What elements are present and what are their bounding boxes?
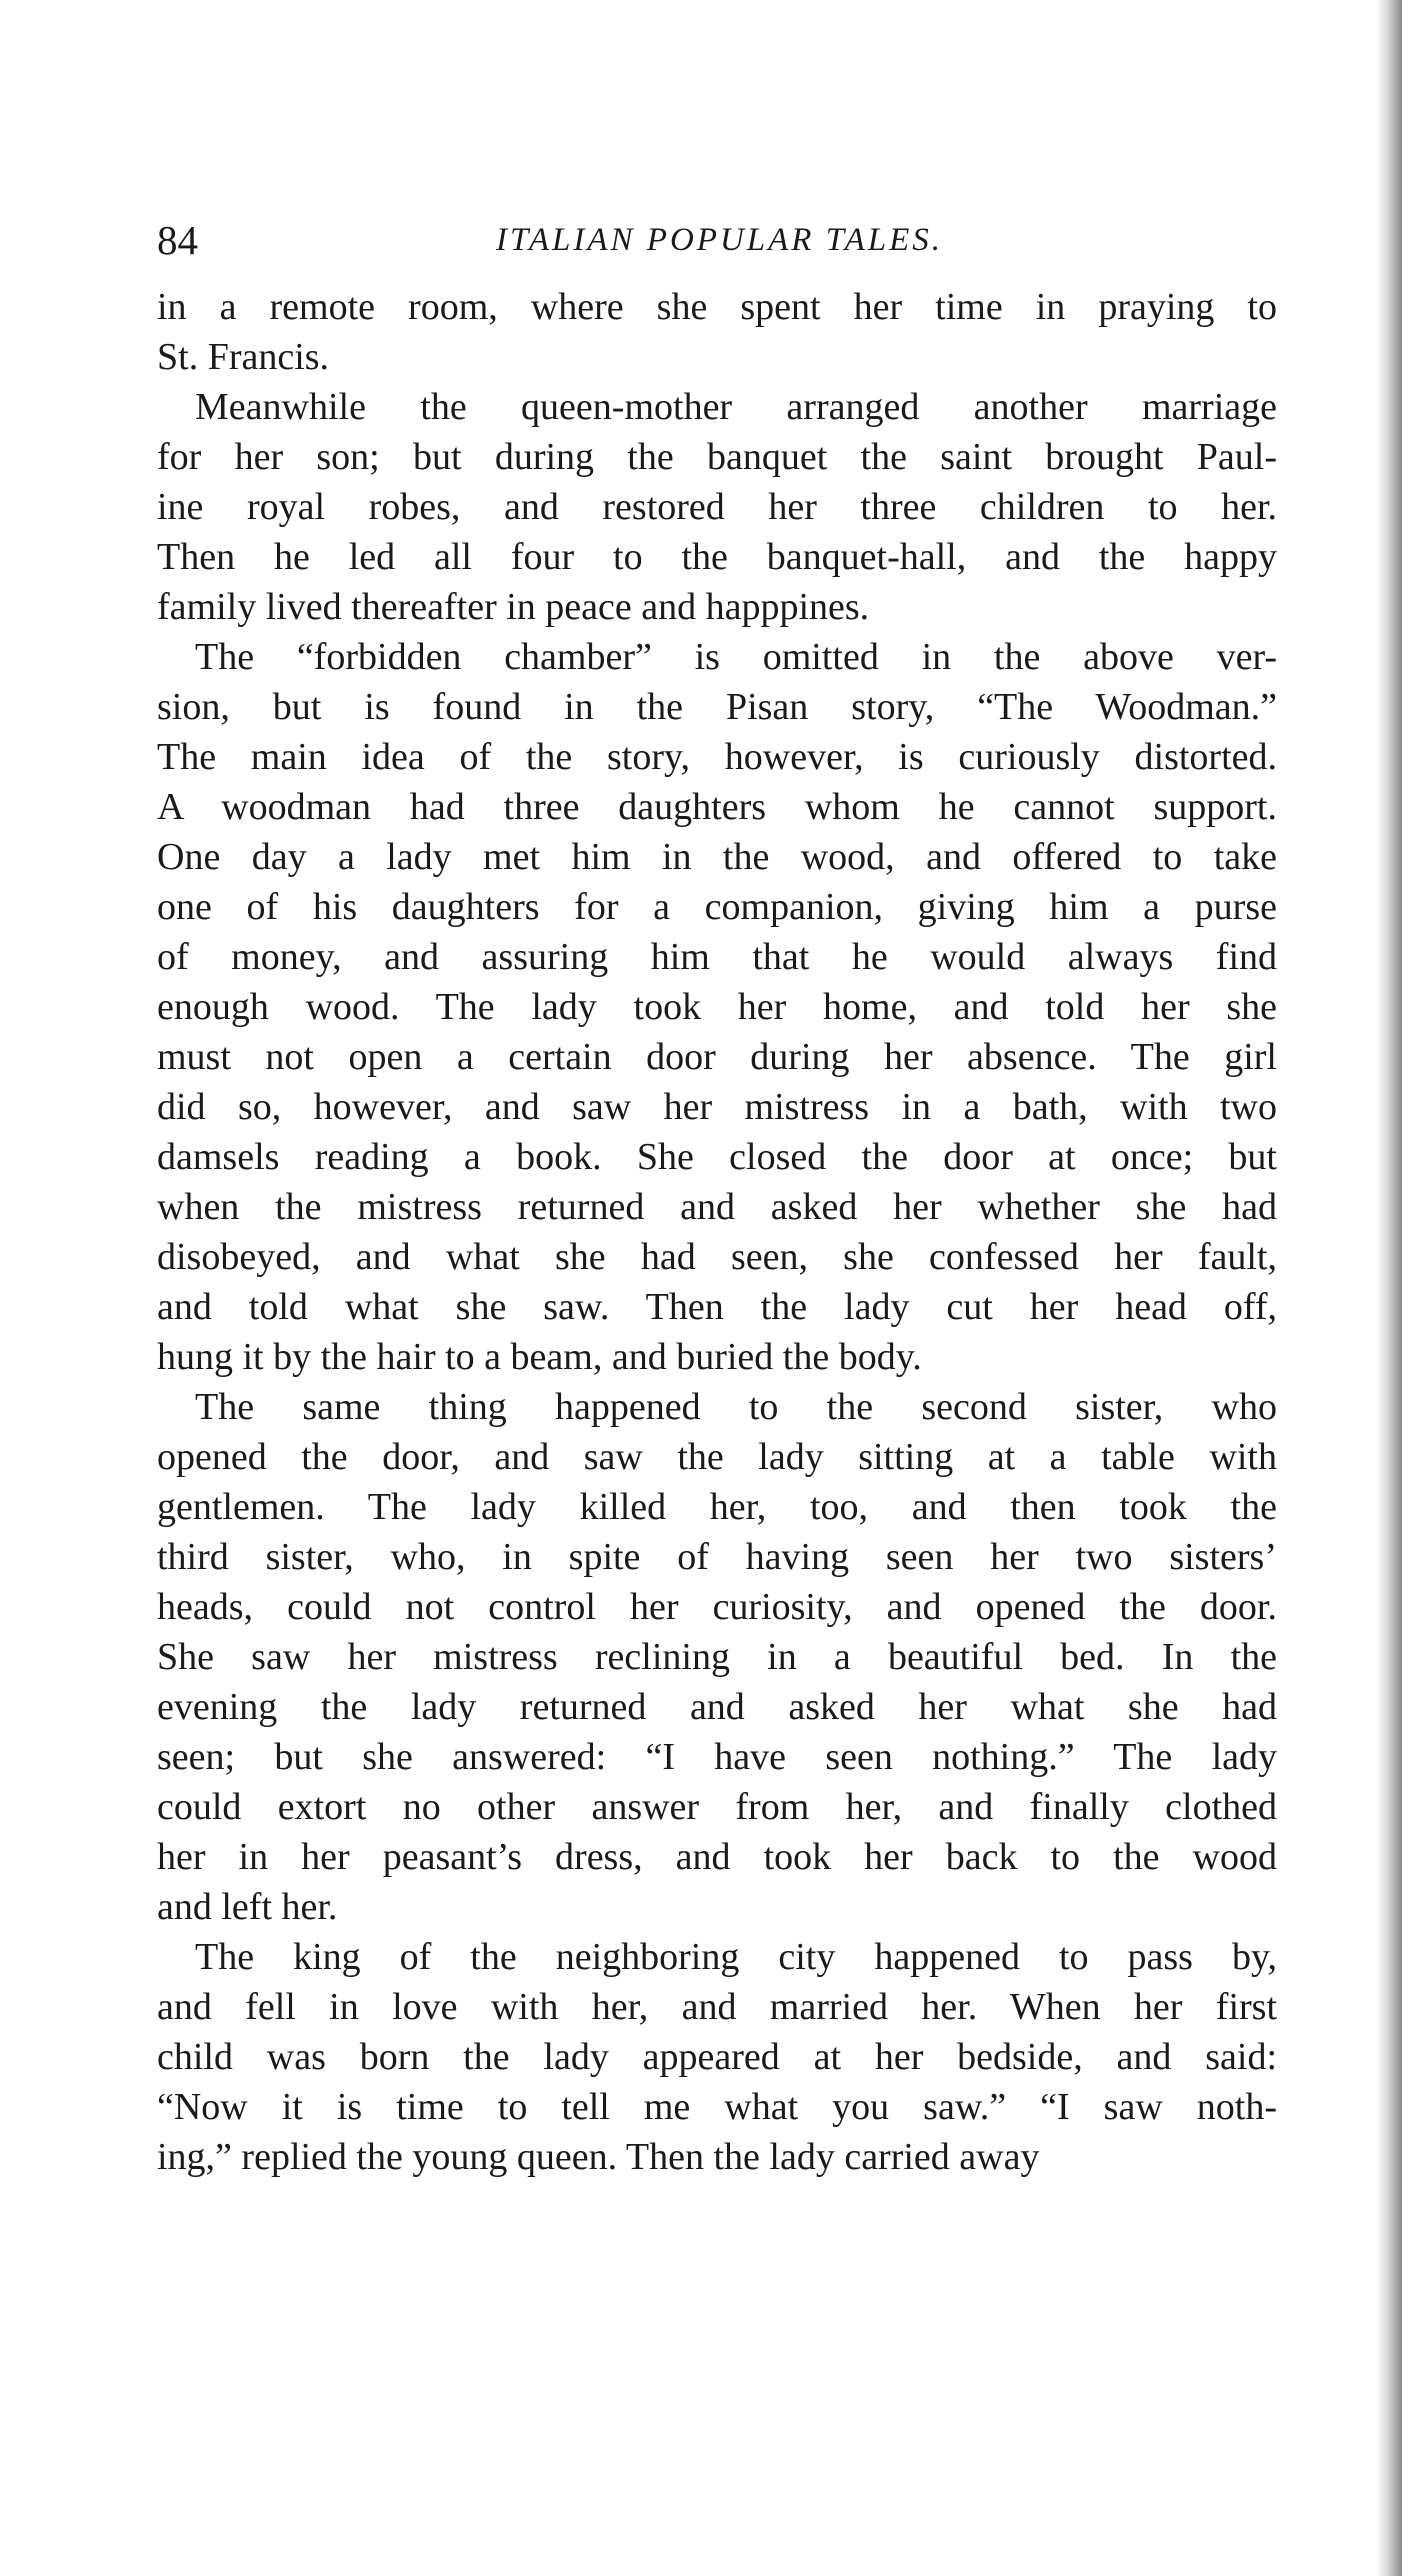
page-number: 84 (157, 217, 198, 263)
text-line: She saw her mistress reclining in a beautiful bed. In the (157, 1636, 1277, 1678)
text-line: and fell in love with her, and married her. When her first (157, 1986, 1277, 2028)
text-line: The king of the neighboring city happened to pass by, (195, 1936, 1277, 1978)
text-line: must not open a certain door during her absence. The girl (157, 1036, 1277, 1078)
text-line: could extort no other answer from her, and finally clothed (157, 1786, 1277, 1828)
text-line: The main idea of the story, however, is curiously distorted. (157, 736, 1277, 778)
text-line: A woodman had three daughters whom he cannot support. (157, 786, 1277, 828)
paragraph (157, 1382, 1277, 1932)
paragraph (157, 282, 1277, 382)
text-line: of money, and assuring him that he would always find (157, 936, 1277, 978)
text-line: child was born the lady appeared at her bedside, and said: (157, 2036, 1277, 2078)
text-line: heads, could not control her curiosity, and opened the door. (157, 1586, 1277, 1628)
text-line: One day a lady met him in the wood, and offered to take (157, 836, 1277, 878)
text-line: Meanwhile the queen-mother arranged another marriage (195, 386, 1277, 428)
text-line: one of his daughters for a companion, giving him a purse (157, 886, 1277, 928)
body-text (157, 282, 1277, 2182)
text-line: seen; but she answered: “I have seen nothing.” The lady (157, 1736, 1277, 1778)
text-line: gentlemen. The lady killed her, too, and then took the (157, 1486, 1277, 1528)
running-title: ITALIAN POPULAR TALES. (495, 222, 944, 258)
text-line: and left her. (157, 1886, 338, 1928)
scan-edge-shadow (1376, 0, 1402, 2576)
text-line: hung it by the hair to a beam, and buried the body. (157, 1336, 922, 1378)
text-line: family lived thereafter in peace and happpines. (157, 586, 870, 628)
text-line: enough wood. The lady took her home, and told her she (157, 986, 1277, 1028)
text-line: for her son; but during the banquet the saint brought Paul- (157, 436, 1277, 478)
text-line: did so, however, and saw her mistress in a bath, with two (157, 1086, 1277, 1128)
text-line: sion, but is found in the Pisan story, “The Woodman.” (157, 686, 1277, 728)
text-line: in a remote room, where she spent her time in praying to (157, 286, 1277, 328)
text-line: and told what she saw. Then the lady cut her head off, (157, 1286, 1277, 1328)
text-line: “Now it is time to tell me what you saw.” “I saw noth- (157, 2086, 1277, 2128)
text-line: St. Francis. (157, 336, 330, 378)
text-line: damsels reading a book. She closed the door at once; but (157, 1136, 1277, 1178)
paragraph (157, 382, 1277, 632)
text-line: disobeyed, and what she had seen, she confessed her fault, (157, 1236, 1277, 1278)
paragraph (157, 632, 1277, 1382)
text-line: ing,” replied the young queen. Then the lady carried away (157, 2136, 1040, 2178)
text-line: third sister, who, in spite of having seen her two sisters’ (157, 1536, 1277, 1578)
text-line: Then he led all four to the banquet-hall, and the happy (157, 536, 1277, 578)
text-line: The same thing happened to the second sister, who (195, 1386, 1277, 1428)
page-header (157, 210, 1282, 270)
text-line: The “forbidden chamber” is omitted in the above ver- (195, 636, 1277, 678)
text-line: her in her peasant’s dress, and took her back to the wood (157, 1836, 1277, 1878)
paragraph (157, 1932, 1277, 2182)
text-line: opened the door, and saw the lady sitting at a table with (157, 1436, 1277, 1478)
text-line: evening the lady returned and asked her what she had (157, 1686, 1277, 1728)
text-line: when the mistress returned and asked her whether she had (157, 1186, 1277, 1228)
text-line: ine royal robes, and restored her three children to her. (157, 486, 1277, 528)
